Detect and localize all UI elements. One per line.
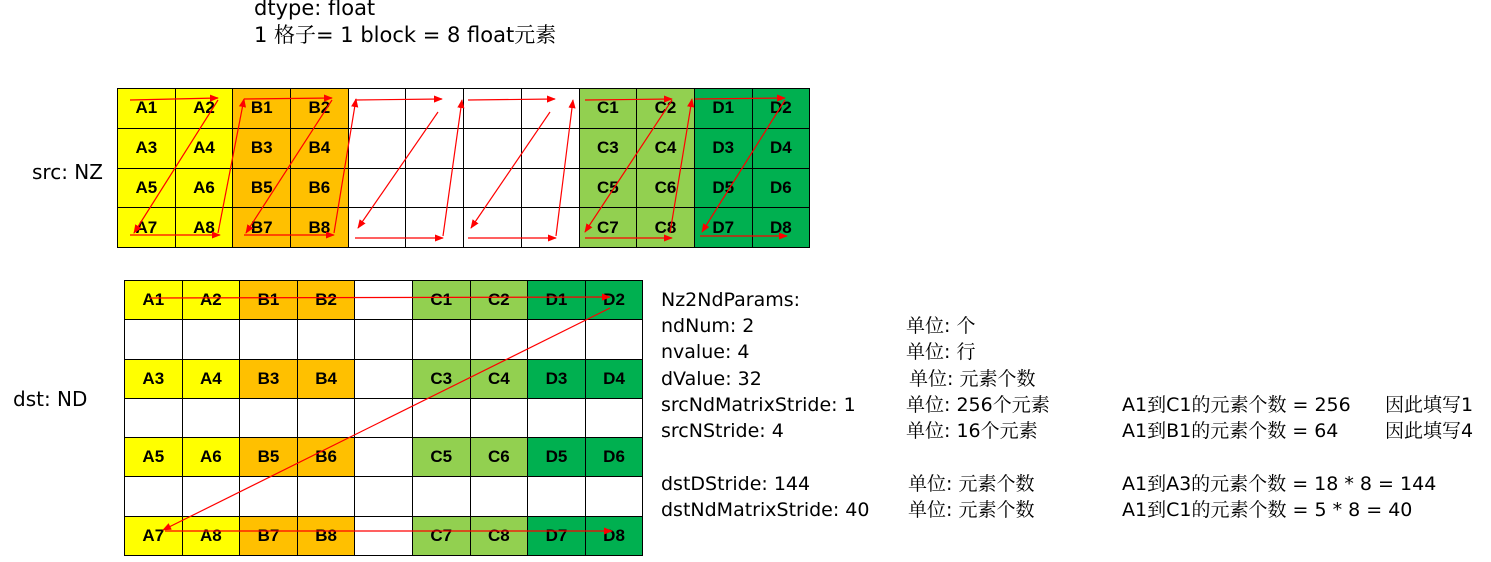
param-srcndmatrixstride: srcNdMatrixStride: 1	[661, 394, 856, 416]
dst-row	[125, 281, 643, 320]
src-cell-a5: A5	[118, 168, 176, 208]
src-cell-b4: B4	[291, 128, 349, 168]
src-cell-c2: C2	[637, 89, 695, 129]
dst-cell-c1: C1	[412, 281, 470, 320]
src-cell-empty	[348, 208, 406, 248]
dst-cell-empty	[355, 438, 413, 477]
dst-cell-b3: B3	[240, 359, 298, 398]
src-cell-empty	[348, 89, 406, 129]
param-ndnum: ndNum: 2	[661, 315, 755, 337]
dst-cell-a2: A2	[182, 281, 240, 320]
src-cell-d8: D8	[752, 208, 810, 248]
param-srcndmatrixstride-fill: 因此填写1	[1385, 394, 1474, 416]
dst-cell-empty	[585, 398, 643, 437]
dst-cell-b7: B7	[240, 516, 298, 555]
src-cell-empty	[521, 89, 579, 129]
src-cell-a2: A2	[175, 89, 233, 129]
dst-cell-a8: A8	[182, 516, 240, 555]
src-cell-d1: D1	[694, 89, 752, 129]
dst-cell-empty	[585, 477, 643, 516]
src-row	[118, 168, 810, 208]
src-cell-a6: A6	[175, 168, 233, 208]
dst-label: dst: ND	[13, 387, 88, 411]
dst-cell-empty	[355, 516, 413, 555]
dst-cell-b4: B4	[297, 359, 355, 398]
dst-cell-empty	[412, 398, 470, 437]
src-cell-empty	[521, 128, 579, 168]
dst-cell-c4: C4	[470, 359, 528, 398]
dst-cell-c7: C7	[412, 516, 470, 555]
param-dstdstride-note: A1到A3的元素个数 = 18 * 8 = 144	[1122, 473, 1437, 495]
dst-cell-empty	[412, 477, 470, 516]
dst-row	[125, 477, 643, 516]
dst-cell-empty	[297, 320, 355, 359]
dst-cell-c2: C2	[470, 281, 528, 320]
dtype-label: dtype: float	[254, 0, 376, 20]
param-srcnstride-note: A1到B1的元素个数 = 64	[1122, 420, 1339, 442]
src-cell-a7: A7	[118, 208, 176, 248]
src-cell-b2: B2	[291, 89, 349, 129]
dst-cell-empty	[240, 398, 298, 437]
dst-cell-empty	[528, 398, 586, 437]
dst-cell-a4: A4	[182, 359, 240, 398]
src-cell-b7: B7	[233, 208, 291, 248]
dst-cell-empty	[470, 398, 528, 437]
dst-cell-b8: B8	[297, 516, 355, 555]
src-cell-d6: D6	[752, 168, 810, 208]
dst-cell-empty	[297, 398, 355, 437]
src-row	[118, 208, 810, 248]
dst-row	[125, 398, 643, 437]
param-srcnstride-fill: 因此填写4	[1385, 420, 1474, 442]
dst-cell-empty	[470, 320, 528, 359]
param-nvalue-unit: 单位: 行	[906, 341, 976, 363]
src-nz-grid	[117, 88, 810, 248]
dst-cell-c3: C3	[412, 359, 470, 398]
param-dstdstride: dstDStride: 144	[661, 473, 811, 495]
src-cell-empty	[348, 128, 406, 168]
src-cell-a3: A3	[118, 128, 176, 168]
dst-cell-d7: D7	[528, 516, 586, 555]
dst-cell-empty	[470, 477, 528, 516]
src-cell-c8: C8	[637, 208, 695, 248]
dst-cell-a7: A7	[125, 516, 183, 555]
dst-cell-a6: A6	[182, 438, 240, 477]
dst-cell-empty	[355, 398, 413, 437]
dst-cell-c8: C8	[470, 516, 528, 555]
src-cell-empty	[464, 128, 522, 168]
src-cell-d7: D7	[694, 208, 752, 248]
src-cell-b8: B8	[291, 208, 349, 248]
param-ndnum-unit: 单位: 个	[906, 315, 976, 337]
dst-cell-empty	[240, 320, 298, 359]
param-srcndmatrixstride-unit: 单位: 256个元素	[906, 394, 1050, 416]
dst-row	[125, 359, 643, 398]
src-cell-d4: D4	[752, 128, 810, 168]
dst-cell-c5: C5	[412, 438, 470, 477]
dst-cell-b6: B6	[297, 438, 355, 477]
src-cell-a4: A4	[175, 128, 233, 168]
dst-cell-b2: B2	[297, 281, 355, 320]
dst-cell-empty	[125, 477, 183, 516]
dst-cell-empty	[182, 477, 240, 516]
dst-cell-empty	[585, 320, 643, 359]
dst-cell-c6: C6	[470, 438, 528, 477]
src-cell-c3: C3	[579, 128, 637, 168]
src-cell-empty	[406, 89, 464, 129]
param-dstndmatrixstride-note: A1到C1的元素个数 = 5 * 8 = 40	[1122, 499, 1413, 521]
dst-row	[125, 320, 643, 359]
src-label: src: NZ	[32, 160, 103, 184]
dst-cell-empty	[182, 398, 240, 437]
dst-cell-empty	[528, 477, 586, 516]
dst-cell-b5: B5	[240, 438, 298, 477]
param-srcnstride: srcNStride: 4	[661, 420, 784, 442]
dst-cell-empty	[240, 477, 298, 516]
dst-cell-b1: B1	[240, 281, 298, 320]
dst-row	[125, 438, 643, 477]
src-cell-empty	[521, 208, 579, 248]
src-cell-d5: D5	[694, 168, 752, 208]
dst-cell-empty	[297, 477, 355, 516]
dst-nd-grid	[124, 280, 643, 556]
dst-cell-d8: D8	[585, 516, 643, 555]
param-srcndmatrixstride-note: A1到C1的元素个数 = 256	[1122, 394, 1351, 416]
dst-cell-d3: D3	[528, 359, 586, 398]
dst-cell-d5: D5	[528, 438, 586, 477]
src-cell-c7: C7	[579, 208, 637, 248]
dst-cell-empty	[412, 320, 470, 359]
src-cell-empty	[464, 89, 522, 129]
src-cell-empty	[348, 168, 406, 208]
src-cell-empty	[406, 168, 464, 208]
src-cell-d3: D3	[694, 128, 752, 168]
src-cell-b5: B5	[233, 168, 291, 208]
src-cell-empty	[521, 168, 579, 208]
param-nvalue: nvalue: 4	[661, 341, 750, 363]
src-cell-empty	[406, 128, 464, 168]
src-cell-empty	[464, 208, 522, 248]
src-cell-c6: C6	[637, 168, 695, 208]
param-dstndmatrixstride-unit: 单位: 元素个数	[908, 499, 1035, 521]
src-cell-a1: A1	[118, 89, 176, 129]
param-dvalue: dValue: 32	[661, 368, 762, 390]
dst-cell-d1: D1	[528, 281, 586, 320]
dst-cell-d4: D4	[585, 359, 643, 398]
dst-cell-a1: A1	[125, 281, 183, 320]
dst-cell-empty	[125, 320, 183, 359]
src-cell-b1: B1	[233, 89, 291, 129]
dst-cell-d6: D6	[585, 438, 643, 477]
dst-row	[125, 516, 643, 555]
param-dstndmatrixstride: dstNdMatrixStride: 40	[661, 499, 870, 521]
dst-cell-empty	[182, 320, 240, 359]
block-definition-label: 1 格子= 1 block = 8 float元素	[254, 23, 557, 47]
src-row	[118, 89, 810, 129]
dst-cell-a3: A3	[125, 359, 183, 398]
src-cell-c4: C4	[637, 128, 695, 168]
dst-cell-empty	[355, 477, 413, 516]
src-cell-c1: C1	[579, 89, 637, 129]
src-row	[118, 128, 810, 168]
src-cell-c5: C5	[579, 168, 637, 208]
param-srcnstride-unit: 单位: 16个元素	[906, 420, 1038, 442]
src-cell-empty	[464, 168, 522, 208]
params-title: Nz2NdParams:	[661, 289, 801, 311]
dst-cell-empty	[355, 281, 413, 320]
dst-cell-empty	[125, 398, 183, 437]
src-cell-a8: A8	[175, 208, 233, 248]
dst-cell-empty	[528, 320, 586, 359]
dst-cell-d2: D2	[585, 281, 643, 320]
dst-cell-empty	[355, 320, 413, 359]
src-cell-d2: D2	[752, 89, 810, 129]
dst-cell-a5: A5	[125, 438, 183, 477]
src-cell-b3: B3	[233, 128, 291, 168]
param-dvalue-unit: 单位: 元素个数	[909, 368, 1036, 390]
src-cell-b6: B6	[291, 168, 349, 208]
dst-cell-empty	[355, 359, 413, 398]
src-cell-empty	[406, 208, 464, 248]
param-dstdstride-unit: 单位: 元素个数	[908, 473, 1035, 495]
